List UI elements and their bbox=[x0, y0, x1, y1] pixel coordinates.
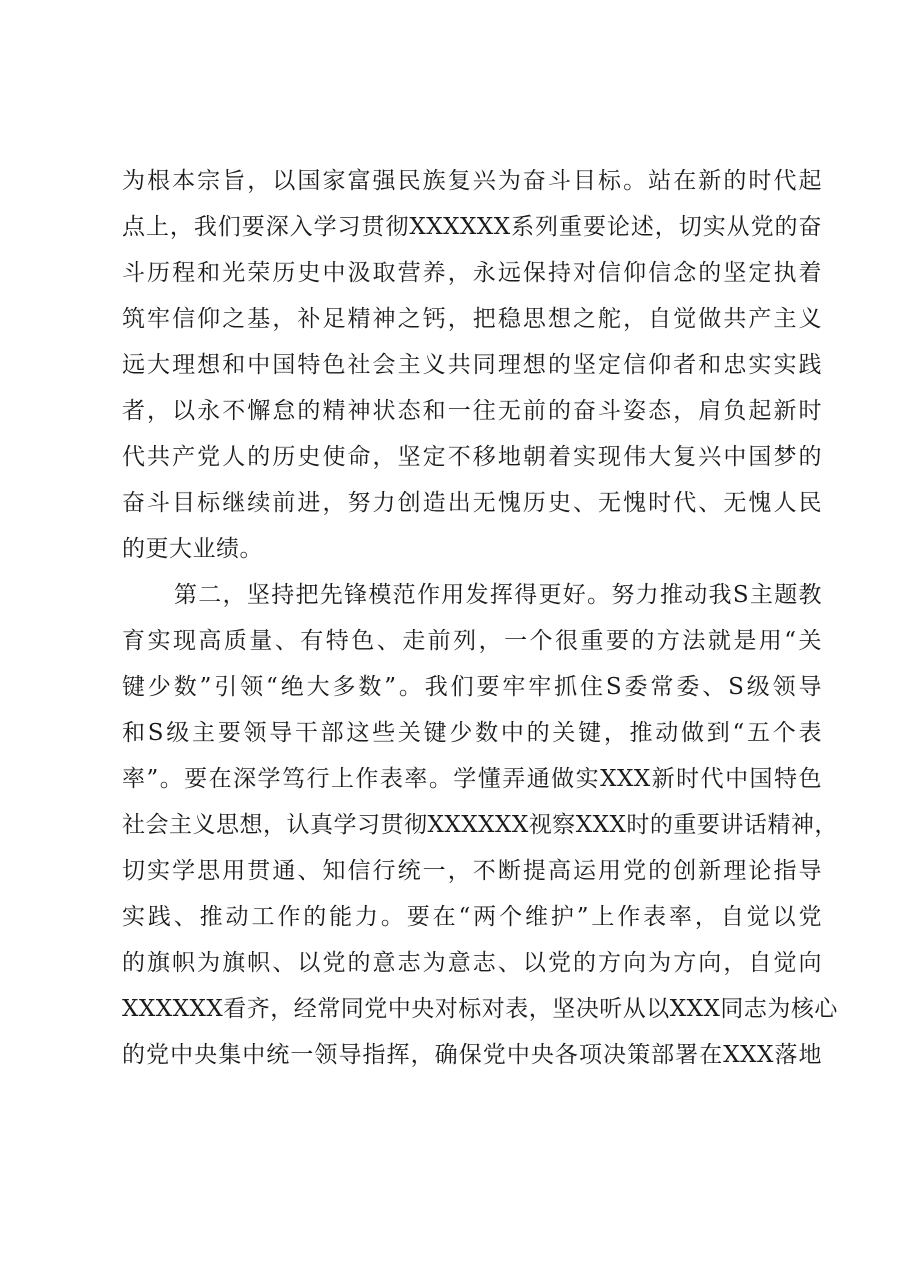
document-body bbox=[122, 158, 838, 1078]
paragraph-line: 远大理想和中国特色社会主义共同理想的坚定信仰者和忠实实践 bbox=[122, 352, 822, 378]
paragraph-line: 奋斗目标继续前进，努力创造出无愧历史、无愧时代、无愧人民 bbox=[122, 490, 822, 516]
paragraph-line: 和S级主要领导干部这些关键少数中的关键，推动做到“五个表 bbox=[122, 720, 822, 746]
paragraph-line: 斗历程和光荣历史中汲取营养，永远保持对信仰信念的坚定执着 bbox=[122, 260, 822, 286]
paragraph-line: 为根本宗旨，以国家富强民族复兴为奋斗目标。站在新的时代起 bbox=[122, 168, 822, 194]
paragraph-line: 育实现高质量、有特色、走前列，一个很重要的方法就是用“关 bbox=[122, 628, 822, 654]
paragraph-line: 代共产党人的历史使命，坚定不移地朝着实现伟大复兴中国梦的 bbox=[122, 444, 822, 470]
paragraph-line: 者，以永不懈怠的精神状态和一往无前的奋斗姿态，肩负起新时 bbox=[122, 398, 822, 424]
paragraph-line: 实践、推动工作的能力。要在“两个维护”上作表率，自觉以党 bbox=[122, 904, 822, 930]
paragraph-line: 筑牢信仰之基，补足精神之钙，把稳思想之舵，自觉做共产主义 bbox=[122, 306, 822, 332]
paragraph-line: 社会主义思想，认真学习贯彻XXXXXX视察XXX时的重要讲话精神， bbox=[122, 812, 838, 838]
paragraph-line: 点上，我们要深入学习贯彻XXXXXX系列重要论述，切实从党的奋 bbox=[122, 214, 822, 240]
paragraph-line: 第二，坚持把先锋模范作用发挥得更好。努力推动我S主题教 bbox=[174, 582, 822, 608]
paragraph-line: 的党中央集中统一领导指挥，确保党中央各项决策部署在XXX落地 bbox=[122, 1042, 822, 1068]
paragraph-line: 率”。要在深学笃行上作表率。学懂弄通做实XXX新时代中国特色 bbox=[122, 766, 822, 792]
paragraph-2 bbox=[122, 572, 838, 1078]
paragraph-line: 键少数”引领“绝大多数”。我们要牢牢抓住S委常委、S级领导 bbox=[122, 674, 822, 700]
paragraph-line: 的旗帜为旗帜、以党的意志为意志、以党的方向为方向，自觉向 bbox=[122, 950, 822, 976]
paragraph-line: 的更大业绩。 bbox=[122, 536, 263, 562]
paragraph-1 bbox=[122, 158, 822, 572]
paragraph-line: 切实学思用贯通、知信行统一，不断提高运用党的创新理论指导 bbox=[122, 858, 822, 884]
paragraph-line: XXXXXX看齐，经常同党中央对标对表，坚决听从以XXX同志为核心 bbox=[122, 996, 838, 1022]
